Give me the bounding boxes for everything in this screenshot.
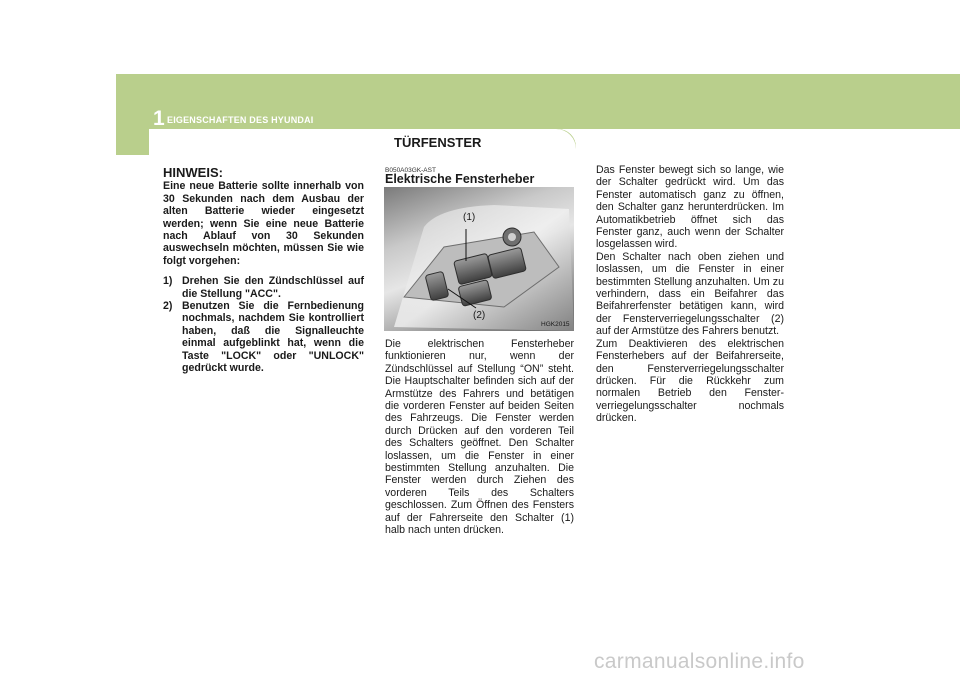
article-body-right [596, 164, 784, 425]
note-step [163, 275, 364, 300]
body-paragraph: Die elektrischen Fensterheber funktionieren nur, wenn der Zündschlüssel auf Stellung “ON” steht. Die Hauptschalter befinden sich auf der Armstütze des Fahrers und betätigen die vorderen Fenster auf beiden Seiten des Fahrzeugs. Die Fenster werden durch Drücken auf den vorderen Teil des Schalters geöffnet. Den Schalter loslassen, um die Fenster in einer bestimmten Stellung anzuhalten. Die Fenster werden durch Ziehen des vorderen Teils des Schalters geschlossen. Zum Öffnen des Fensters auf der Fahrerseite den Schalter (1) halb nach unten drücken. [385, 338, 574, 537]
body-paragraph: Den Schalter nach oben ziehen und loslassen, um die Fenster in einer bestimmten Stellung anzuhalten. Um zu verhindern, dass ein Beifahrer das Beifahrerfenster betätigen kann, wird der Fensterverriegelungsschalter (2) auf der Armstütze des Fahrers benutzt. [596, 250, 784, 338]
section-title: TÜRFENSTER [394, 135, 482, 150]
body-paragraph: Zum Deaktivieren des elektrischen Fensterhebers auf der Beifahrerseite, den Fensterverriegelungsschalter drücken. Für die Rückkehr zum normalen Betrieb den Fenster-verriegelungsschalter nochmals drücken. [596, 337, 784, 425]
article-code: B050A03GK-AST [385, 167, 436, 174]
figure-label-2: (2) [473, 310, 486, 321]
article-body-middle [385, 338, 574, 537]
page-number: 14 [153, 140, 165, 151]
note-steps [163, 275, 364, 374]
figure-code: HGK2015 [541, 321, 570, 328]
header-band-left-strip [116, 129, 149, 155]
note-intro: Eine neue Batterie sollte innerhalb von 30 Sekunden nach dem Ausbau der alten Batterie wieder eingesetzt werden; wenn Sie eine neue Batterie nach Ablauf von 30 Sekunden auswechseln möchten, müssen Sie wie folgt vorgehen: [163, 180, 364, 267]
chapter-number: 1 [153, 107, 165, 130]
figure-label-1: (1) [463, 212, 476, 223]
note-step-text: Drehen Sie den Zündschlüssel auf die Stellung "ACC". [182, 275, 364, 300]
chapter-title: EIGENSCHAFTEN DES HYUNDAI [167, 115, 314, 125]
note-step [163, 300, 364, 374]
note-title: HINWEIS: [163, 165, 223, 180]
watermark: carmanualsonline.info [594, 650, 805, 673]
note-column [163, 167, 364, 375]
note-step-number: 1) [163, 275, 173, 288]
note-step-text: Benutzen Sie die Fernbedienung nochmals, nachdem Sie kontrolliert haben, daß die Signalleuchte einmal aufgeblinkt hat, wenn die Taste "LOCK" oder "UNLOCK" gedrückt wurde. [182, 300, 364, 375]
body-paragraph: Das Fenster bewegt sich so lange, wie der Schalter gedrückt wird. Um das Fenster automatisch ganz zu öffnen, den Schalter ganz herunterdrücken. Im Automatikbetrieb öffnet sich das Fenster ganz, auch wenn der Schalter losgelassen wird. [596, 164, 784, 251]
article-heading: Elektrische Fensterheber [385, 172, 535, 186]
note-step-number: 2) [163, 300, 173, 313]
